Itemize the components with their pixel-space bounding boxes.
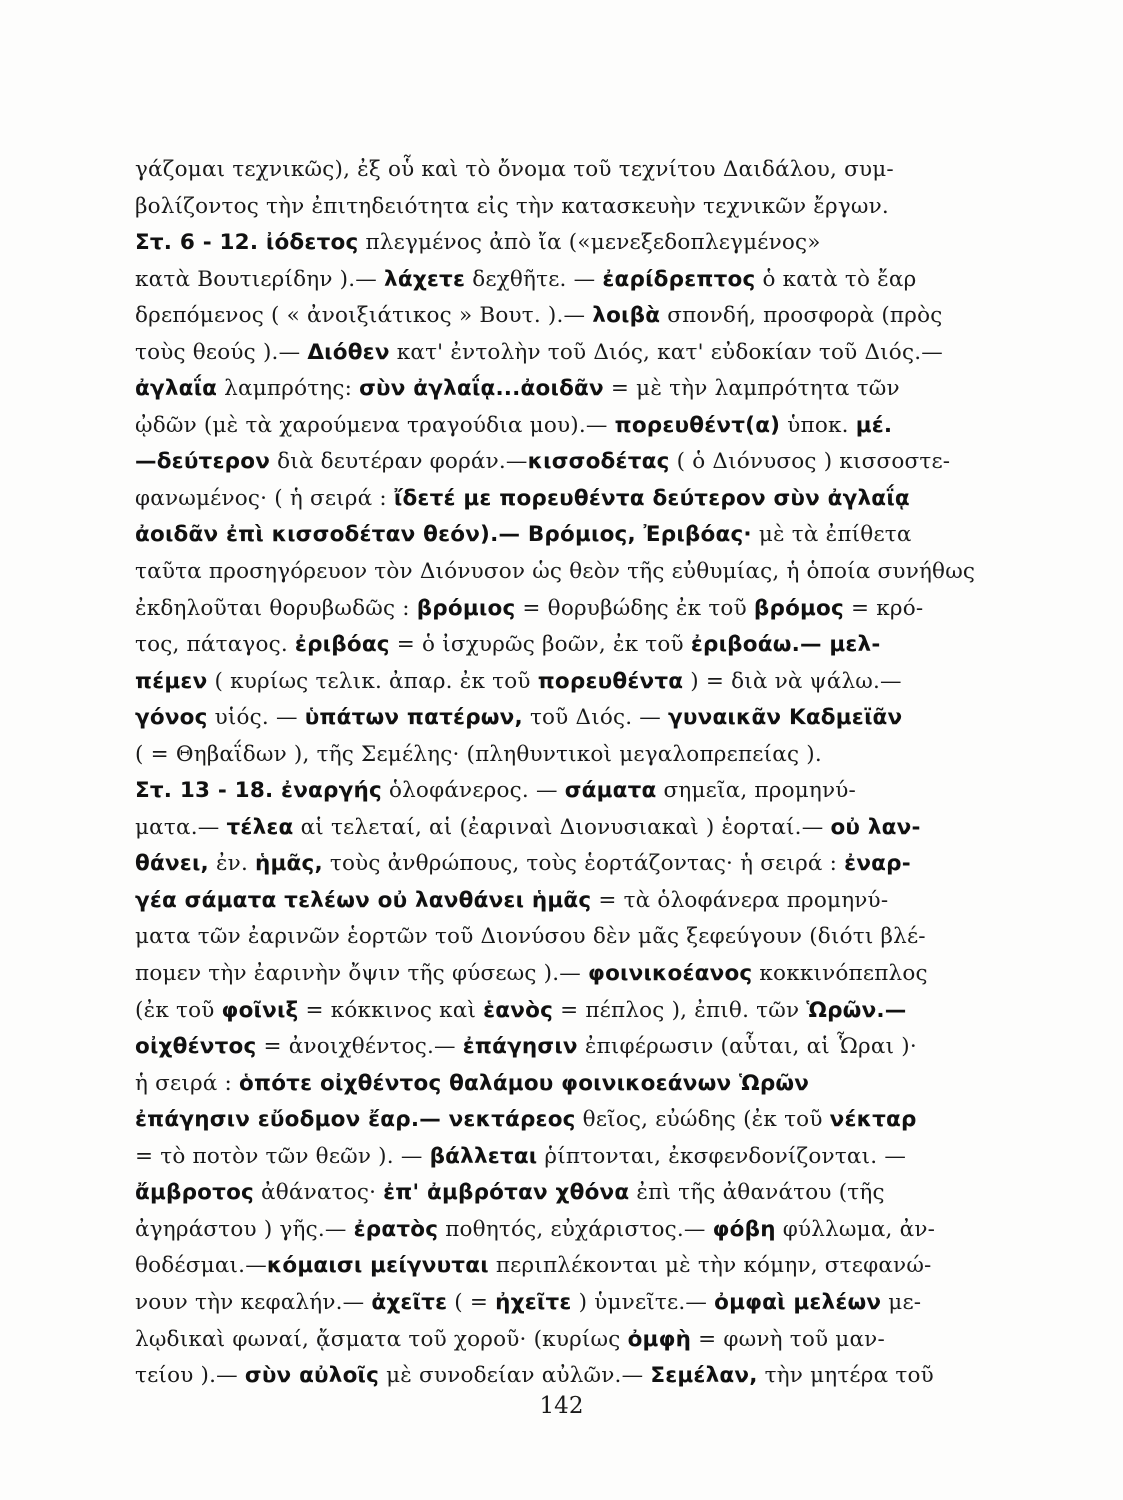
gloss-text: ἐπὶ τῆς ἀθανάτου (τῆς [629,1180,885,1206]
bold-term: λοιβὰ [592,303,661,329]
gloss-text: κατὰ Βουτιερίδην ).— [135,266,385,292]
bold-term: Ὡρῶν.— [806,997,907,1023]
gloss-text: τος, πάταγος. [135,632,295,658]
gloss-text: ἐν. [208,851,256,877]
text-line [135,627,1035,664]
gloss-text: σημεῖα, προμηνύ- [656,778,856,804]
gloss-text: ματα τῶν ἐαρινῶν ἑορτῶν τοῦ Διονύσου δὲν μᾶς ξεφεύγουν (διότι βλέ- [135,924,926,950]
bold-term: βρόμιος [416,595,516,621]
text-line [135,1358,1035,1395]
gloss-text: ) = διὰ νὰ ψάλω.— [683,668,902,694]
gloss-text: δεχθῆτε. — [465,266,603,292]
text-line [135,1285,1035,1322]
bold-term: ὀμφὴ [627,1326,692,1352]
gloss-text: θεῖος, εὐώδης (ἐκ τοῦ [575,1107,830,1133]
gloss-text: = ἀνοιχθέντος.— [256,1034,463,1060]
bold-term: ἐπάγησιν εὔοδμον ἔαρ.— νεκτάρεος [135,1107,576,1133]
gloss-text: ἀθάνατος· [253,1180,384,1206]
text-line [135,444,1035,481]
bold-term: φόβη [712,1216,776,1242]
bold-term: ἄμβροτος [135,1180,254,1206]
bold-term: ἀγλαΐα [135,376,218,402]
text-line [135,846,1035,883]
text-line [135,1248,1035,1285]
bold-term: κισσοδέτας [527,449,670,475]
gloss-text: (ἐκ τοῦ [135,997,222,1023]
bold-term: οὐ λαν- [830,814,921,840]
gloss-text: ἐκδηλοῦται θορυβωδῶς : [135,595,417,621]
gloss-text: ὁ κατὰ τὸ ἔαρ [755,266,917,292]
text-line [135,993,1035,1030]
bold-term: ἴδετέ με πορευθέντα δεύτερον σὺν ἀγλαΐᾳ [393,485,910,511]
text-line [135,810,1035,847]
bold-term: Στ. 6 - 12. ἰόδετος [135,230,359,256]
gloss-text: = κρό- [843,595,924,621]
bold-term: κόμαισι μείγνυται [266,1253,489,1279]
bold-term: σάματα [564,778,657,804]
bold-term: ἐπ' ἀμβρόταν χθόνα [383,1180,630,1206]
text-line [135,225,1035,262]
gloss-text: ) ὑμνεῖτε.— [571,1289,715,1315]
gloss-text: θοδέσμαι.— [135,1253,267,1279]
bold-term: σὺν αὐλοῖς [244,1363,380,1389]
gloss-text: ᾠδῶν (μὲ τὰ χαρούμενα τραγούδια μου).— [135,412,615,438]
gloss-text: γάζομαι τεχνικῶς), ἐξ οὗ καὶ τὸ ὄνομα τοῦ τεχνίτου Δαιδάλου, συμ- [135,157,894,182]
page-number: 142 [539,1393,584,1419]
text-line [135,1175,1035,1212]
gloss-text: = φωνὴ τοῦ μαν- [691,1326,885,1352]
bold-term: γόνος [135,705,208,731]
bold-term: Σεμέλαν, [650,1363,758,1389]
bold-term: ἐριβοάω.— μελ- [690,632,881,658]
bold-term: ἑανὸς [483,997,554,1023]
gloss-text: = τὸ ποτὸν τῶν θεῶν ). — [135,1143,430,1169]
gloss-text: υἱός. — [207,705,305,731]
gloss-text: διὰ δευτέραν φοράν.— [270,449,528,475]
bold-term: Στ. 13 - 18. ἐναργής [135,778,382,804]
gloss-text: με- [881,1289,922,1315]
gloss-text: λῳδικαὶ φωναί, ᾄσματα τοῦ χοροῦ· (κυρίως [135,1326,628,1352]
text-line [135,1029,1035,1066]
text-line [135,298,1035,335]
gloss-text: ὑποκ. [780,412,856,438]
bold-term: πέμεν [135,668,208,694]
text-line [135,481,1035,518]
text-line [135,1322,1035,1359]
text-line [135,664,1035,701]
gloss-text: πομεν τὴν ἐαρινὴν ὄψιν τῆς φύσεως ).— [135,961,589,987]
gloss-text: κοκκινόπεπλος [752,961,928,987]
bold-term: οἰχθέντος [135,1034,257,1060]
gloss-text: ματα.— [135,814,227,840]
bold-term: ὀμφαὶ μελέων [714,1289,882,1315]
gloss-text: λαμπρότης: [217,376,360,402]
gloss-text: μὲ συνοδείαν αὐλῶν.— [379,1363,651,1389]
text-line [135,371,1035,408]
bold-term: λάχετε [384,266,466,292]
text-line [135,517,1035,554]
bold-term: βρόμος [753,595,844,621]
gloss-text: ( ὁ Διόνυσος ) κισσοστε- [669,449,951,475]
text-line [135,1212,1035,1249]
gloss-text: φανωμένος· ( ἡ σειρά : [135,485,394,511]
gloss-text: ποθητός, εὐχάριστος.— [438,1216,713,1242]
text-line [135,591,1035,628]
gloss-text: αἱ τελεταί, αἱ (ἐαριναὶ Διονυσιακαὶ ) ἑορταί.— [293,814,831,840]
gloss-text: = κόκκινος καὶ [298,997,484,1023]
gloss-text: τείου ).— [135,1363,245,1389]
bold-term: ἡμᾶς, [255,851,323,877]
text-line [135,773,1035,810]
bold-term: βάλλεται [429,1143,538,1169]
gloss-text: = θορυβώδης ἐκ τοῦ [515,595,754,621]
gloss-text: ῥίπτονται, ἐκσφενδονίζονται. — [537,1143,907,1169]
gloss-text: ( = [447,1289,496,1315]
bold-term: ἠχεῖτε [495,1289,572,1315]
gloss-text: τοῦ Διός. — [522,705,669,731]
bold-term: φοῖνιξ [221,997,299,1023]
gloss-text: τὴν μητέρα τοῦ [757,1363,934,1389]
text-line [135,956,1035,993]
gloss-text: ταῦτα προσηγόρευον τὸν Διόνυσον ὡς θεὸν τῆς εὐθυμίας, ἡ ὁποία συνήθως [135,559,976,585]
text-line [135,737,1035,774]
text-line [135,554,1035,591]
gloss-text: ( κυρίως τελικ. ἀπαρ. ἐκ τοῦ [207,668,538,694]
gloss-text: μὲ τὰ ἐπίθετα [751,522,912,548]
text-line [135,1102,1035,1139]
gloss-text: περιπλέκονται μὲ τὴν κόμην, στεφανώ- [488,1253,932,1279]
text-line [135,262,1035,299]
bold-term: σὺν ἀγλαΐᾳ...ἀοιδᾶν [359,376,604,402]
text-line [135,700,1035,737]
bold-term: ἐαρίδρεπτος [602,266,756,292]
bold-term: μέ. [855,412,893,438]
bold-term: φοινικοέανος [588,961,753,987]
bold-term: πορευθέντα [537,668,684,694]
gloss-text: κατ' ἐντολὴν τοῦ Διός, κατ' εὐδοκίαν τοῦ Διός.— [389,339,943,365]
page-text [135,152,1035,1395]
bold-term: ἐπάγησιν [462,1034,578,1060]
text-line [135,408,1035,445]
text-line [135,919,1035,956]
text-line [135,883,1035,920]
text-line [135,152,1035,189]
bold-term: γυναικᾶν Καδμεϊᾶν [668,705,903,731]
gloss-text: βολίζοντος τὴν ἐπιτηδειότητα εἰς τὴν κατασκευὴν τεχνικῶν ἔργων. [135,193,889,219]
bold-term: ἀχεῖτε [371,1289,448,1315]
bold-term: τέλεα [226,814,294,840]
bold-term: γέα σάματα τελέων οὐ λανθάνει ἡμᾶς [135,887,592,913]
gloss-text: = πέπλος ), ἐπιθ. τῶν [553,997,807,1023]
gloss-text: δρεπόμενος ( « ἀνοιξιάτικος » Βουτ. ).— [135,303,593,329]
bold-term: ἀοιδᾶν ἐπὶ κισσοδέταν θεόν).— Βρόμιος, Ἐριβόας· [135,522,752,548]
gloss-text: = μὲ τὴν λαμπρότητα τῶν [603,376,900,402]
text-line [135,1139,1035,1176]
gloss-text: = τὰ ὁλοφάνερα προμηνύ- [591,887,889,913]
bold-term: ὑπάτων πατέρων, [304,705,523,731]
gloss-text: πλεγμένος ἀπὸ ἴα («μενεξεδοπλεγμένος» [358,230,821,256]
gloss-text: τοὺς ἀνθρώπους, τοὺς ἑορτάζοντας· ἡ σειρά : [322,851,845,877]
text-line [135,1066,1035,1103]
bold-term: ἐριβόας [294,632,390,658]
bold-term: ἐρατὸς [353,1216,439,1242]
gloss-text: ἀγηράστου ) γῆς.— [135,1216,354,1242]
bold-term: —δεύτερον [135,449,271,475]
gloss-text: φύλλωμα, ἀν- [775,1216,936,1242]
bold-term: νέκταρ [829,1107,917,1133]
bold-term: θάνει, [135,851,209,877]
gloss-text: ὁλοφάνερος. — [381,778,565,804]
text-line [135,335,1035,372]
gloss-text: σπονδή, προσφορὰ (πρὸς [660,303,943,329]
gloss-text: = ὁ ἰσχυρῶς βοῶν, ἐκ τοῦ [389,632,691,658]
gloss-text: νουν τὴν κεφαλήν.— [135,1289,372,1315]
gloss-text: ( = Θηβαΐδων ), τῆς Σεμέλης· (πληθυντικοὶ μεγαλοπρεπείας ). [135,741,822,767]
bold-term: ὁπότε οἰχθέντος θαλάμου φοινικοεάνων Ὡρῶν [239,1070,810,1096]
text-line [135,189,1035,226]
bold-term: ἐναρ- [844,851,911,877]
bold-term: πορευθέντ(α) [614,412,781,438]
gloss-text: τοὺς θεούς ).— [135,339,308,365]
gloss-text: ἐπιφέρωσιν (αὗται, αἱ Ὧραι )· [577,1034,917,1060]
gloss-text: ἡ σειρά : [135,1070,240,1096]
bold-term: Διόθεν [307,339,390,365]
